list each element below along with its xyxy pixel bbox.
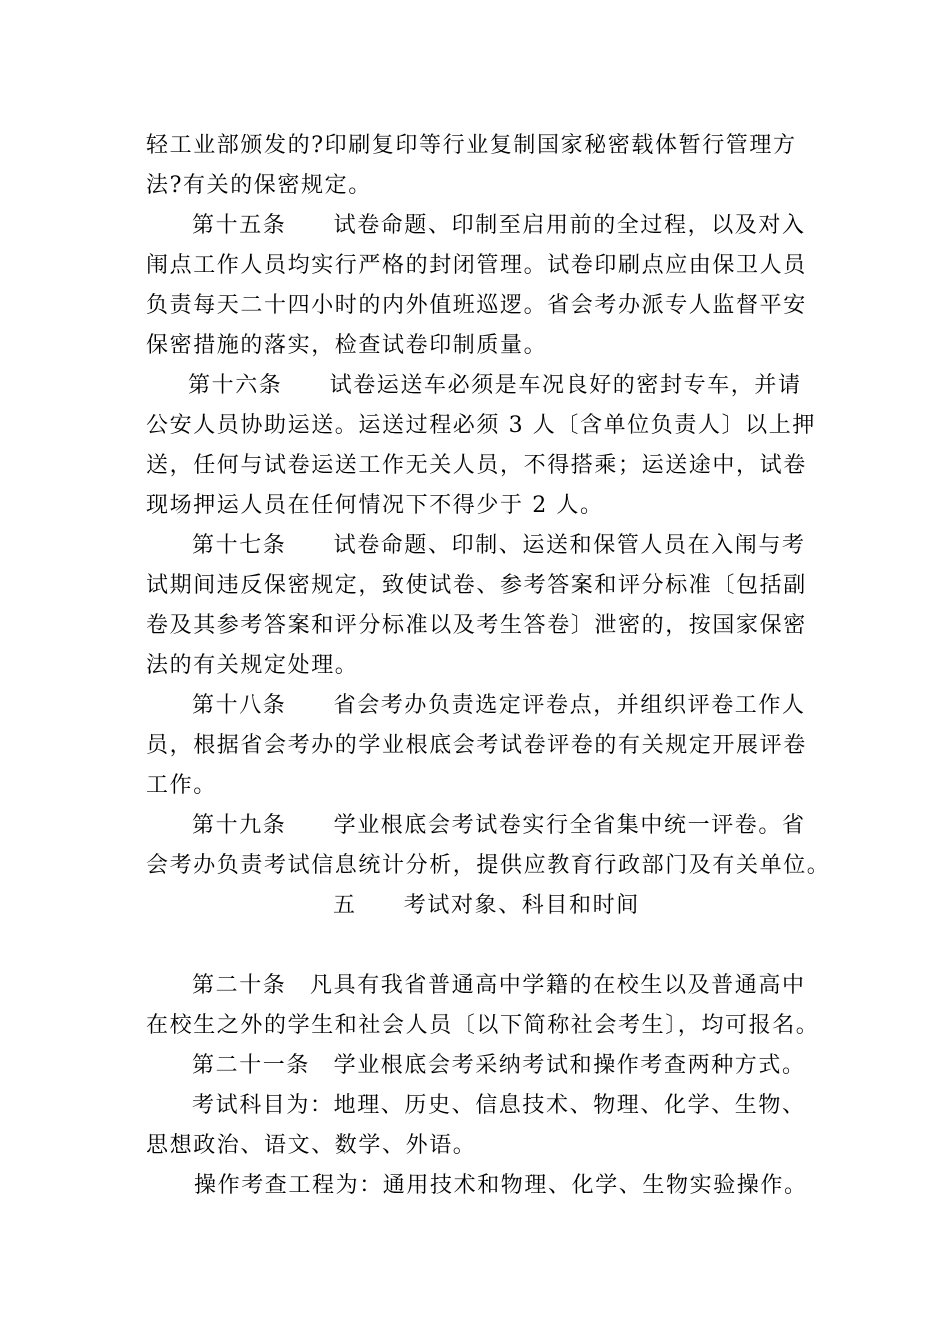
- article-17-line: 第十七条 试卷命题、印制、运送和保管人员在入闱与考: [192, 533, 806, 558]
- article-16-line: 第十六条 试卷运送车必须是车况良好的密封专车，并请: [188, 373, 802, 398]
- body-line: 保密措施的落实，检查试卷印制质量。: [146, 333, 548, 358]
- body-line: 法的有关规定处理。: [146, 653, 359, 678]
- body-line: 试期间违反保密规定，致使试卷、参考答案和评分标准〔包括副: [146, 573, 807, 598]
- body-line: 考试科目为：地理、历史、信息技术、物理、化学、生物、: [192, 1093, 806, 1118]
- section-heading: 五 考试对象、科目和时间: [333, 893, 640, 918]
- article-19-line: 第十九条 学业根底会考试卷实行全省集中统一评卷。省: [192, 813, 806, 838]
- body-line: 送，任何与试卷运送工作无关人员，不得搭乘；运送途中，试卷: [146, 453, 807, 478]
- body-line: 在校生之外的学生和社会人员〔以下简称社会考生〕，均可报名。: [146, 1013, 820, 1038]
- body-line: 工作。: [146, 773, 217, 798]
- body-line: 轻工业部颁发的?印刷复印等行业复制国家秘密载体暂行管理方: [146, 133, 797, 158]
- article-18-line: 第十八条 省会考办负责选定评卷点，并组织评卷工作人: [192, 693, 806, 718]
- body-line: 卷及其参考答案和评分标准以及考生答卷〕泄密的，按国家保密: [146, 613, 807, 638]
- body-line: 负责每天二十四小时的内外值班巡逻。省会考办派专人监督平安: [146, 293, 807, 318]
- body-line: 员，根据省会考办的学业根底会考试卷评卷的有关规定开展评卷: [146, 733, 807, 758]
- body-line: 会考办负责考试信息统计分析，提供应教育行政部门及有关单位。: [146, 853, 831, 878]
- body-line: 思想政治、语文、数学、外语。: [146, 1133, 477, 1158]
- body-line: 闱点工作人员均实行严格的封闭管理。试卷印刷点应由保卫人员: [146, 253, 807, 278]
- body-line: 操作考查工程为：通用技术和物理、化学、生物实验操作。: [194, 1173, 808, 1198]
- article-15-line: 第十五条 试卷命题、印制至启用前的全过程，以及对入: [192, 213, 806, 238]
- article-21-line: 第二十一条 学业根底会考采纳考试和操作考查两种方式。: [192, 1053, 806, 1078]
- body-line: 公安人员协助运送。运送过程必须 3 人〔含单位负责人〕以上押: [146, 413, 816, 438]
- article-20-line: 第二十条 凡具有我省普通高中学籍的在校生以及普通高中: [192, 973, 806, 998]
- body-line: 法?有关的保密规定。: [146, 173, 372, 198]
- body-line: 现场押运人员在任何情况下不得少于 2 人。: [146, 493, 604, 518]
